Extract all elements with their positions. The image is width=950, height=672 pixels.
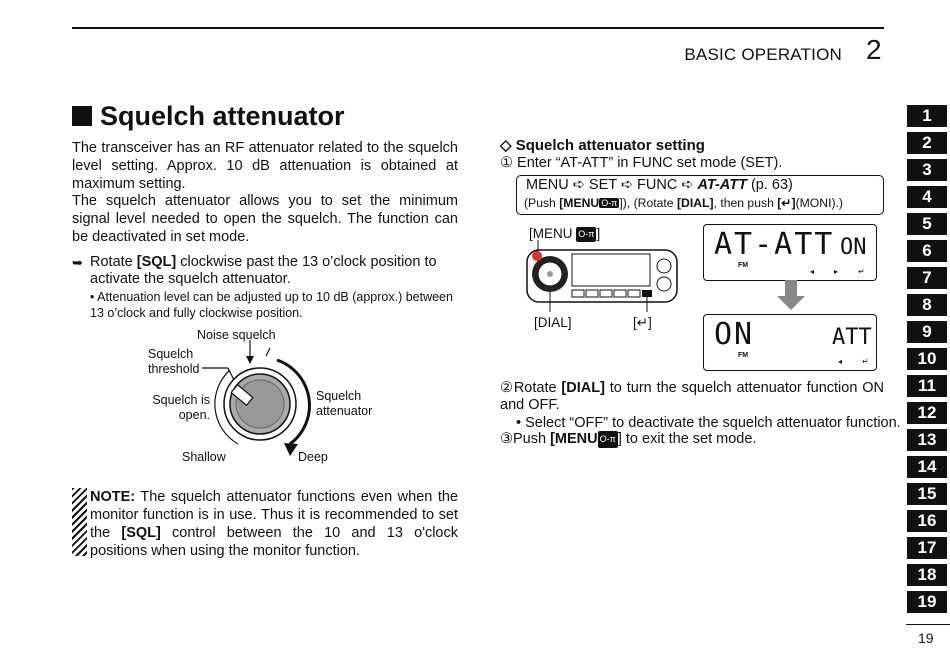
lcd-top-main: AT-ATT bbox=[714, 227, 835, 262]
menu-instructions: (Push [MENU O-π ]), (Rotate [DIAL], then push [↵](MONI).) bbox=[524, 196, 843, 210]
chapter-tab-11[interactable]: 11 bbox=[907, 375, 947, 397]
lcd-bottom-indicators: ◂↵ bbox=[838, 357, 889, 366]
note-paragraph: NOTE: The squelch attenuator functions even when the monitor function is in use. Thus it is recommended to set the [SQL] control between the 10 and 13 o'clock positions when using the monitor function. bbox=[90, 489, 458, 559]
intro-paragraph-1: The transceiver has an RF attenuator related to the squelch level setting. Approx. 10 dB attenuation is obtained at maximum setting. bbox=[72, 140, 458, 192]
chapter-tab-19[interactable]: 19 bbox=[907, 591, 947, 613]
lcd-bottom-value: ATT bbox=[832, 325, 872, 350]
chapter-tab-17[interactable]: 17 bbox=[907, 537, 947, 559]
chapter-tab-12[interactable]: 12 bbox=[907, 402, 947, 424]
key-icon: O-π bbox=[576, 227, 596, 242]
deep-label: Deep bbox=[298, 450, 328, 464]
intro-paragraph-2: The squelch attenuator allows you to set the minimum signal level needed to open the squelch. The function can be deactivated in set mode. bbox=[72, 193, 458, 245]
chapter-tab-9[interactable]: 9 bbox=[907, 321, 947, 343]
chapter-tab-5[interactable]: 5 bbox=[907, 213, 947, 235]
diamond-icon: ◇ bbox=[500, 137, 516, 154]
squelch-attenuator-label: Squelch attenuator bbox=[316, 389, 373, 418]
squelch-threshold-label: Squelch threshold bbox=[148, 347, 200, 376]
page-number: 19 bbox=[918, 630, 934, 646]
down-arrow-icon bbox=[777, 280, 805, 312]
square-bullet-icon bbox=[72, 106, 92, 126]
lcd-display-top bbox=[703, 224, 885, 281]
chapter-tab-4[interactable]: 4 bbox=[907, 186, 947, 208]
arrow-bullet-icon: ➥ bbox=[72, 255, 83, 270]
chapter-number: 2 bbox=[866, 34, 882, 65]
lcd-top-indicators: ◂▸↵ bbox=[810, 267, 885, 276]
radio-enter-label: [↵] bbox=[633, 315, 652, 330]
rotate-step-note: • Attenuation level can be adjusted up to 10 dB (approx.) between 13 o’clock and fully clockwise position. bbox=[90, 290, 453, 320]
chapter-tab-15[interactable]: 15 bbox=[907, 483, 947, 505]
chapter-tab-3[interactable]: 3 bbox=[907, 159, 947, 181]
lcd-bottom-main: ON bbox=[714, 317, 755, 352]
chapter-tab-13[interactable]: 13 bbox=[907, 429, 947, 451]
setting-heading: ◇ Squelch attenuator setting bbox=[500, 137, 705, 154]
key-icon: O-π bbox=[598, 431, 618, 448]
radio-front-panel bbox=[524, 240, 684, 312]
radio-dial-label: [DIAL] bbox=[534, 315, 572, 330]
note-hatch-icon bbox=[72, 488, 87, 556]
chapter-tab-7[interactable]: 7 bbox=[907, 267, 947, 289]
chapter-tab-8[interactable]: 8 bbox=[907, 294, 947, 316]
shallow-label: Shallow bbox=[182, 450, 226, 464]
page-number-rule bbox=[906, 624, 950, 625]
menu-path-box bbox=[516, 175, 884, 215]
chapter-tab-1[interactable]: 1 bbox=[907, 105, 947, 127]
lcd-display-bottom bbox=[703, 314, 889, 371]
chapter-tab-10[interactable]: 10 bbox=[907, 348, 947, 370]
lcd-bottom-fm: FM bbox=[738, 352, 749, 359]
chapter-tab-16[interactable]: 16 bbox=[907, 510, 947, 532]
step-2-note: • Select “OFF” to deactivate the squelch attenuator function. bbox=[516, 415, 901, 431]
chapter-tab-2[interactable]: 2 bbox=[907, 132, 947, 154]
chapter-tab-14[interactable]: 14 bbox=[907, 456, 947, 478]
noise-squelch-label: Noise squelch bbox=[197, 328, 276, 342]
step-1: ① Enter “AT-ATT” in FUNC set mode (SET). bbox=[500, 155, 783, 171]
step-2: ②Rotate [DIAL] to turn the squelch attenuator function ON and OFF. bbox=[500, 380, 885, 413]
menu-path: MENU ➪ SET ➪ FUNC ➪ AT-ATT (p. 63) bbox=[526, 177, 793, 193]
radio-menu-label: [MENU O-π ] bbox=[529, 226, 601, 241]
step-3: ③Push [MENU O-π ] to exit the set mode. bbox=[500, 431, 757, 447]
squelch-open-label: Squelch is open. bbox=[152, 393, 210, 422]
rotate-step: Rotate [SQL] clockwise past the 13 o’clock position to activate the squelch attenuator. bbox=[90, 254, 437, 287]
section-title: BASIC OPERATION bbox=[684, 45, 842, 64]
page-title: Squelch attenuator bbox=[72, 101, 345, 132]
lcd-top-fm: FM bbox=[738, 262, 749, 269]
header-rule bbox=[72, 27, 884, 29]
chapter-tab-18[interactable]: 18 bbox=[907, 564, 947, 586]
key-icon: O-π bbox=[601, 198, 618, 208]
lcd-top-value: ON bbox=[840, 235, 867, 260]
chapter-tab-6[interactable]: 6 bbox=[907, 240, 947, 262]
